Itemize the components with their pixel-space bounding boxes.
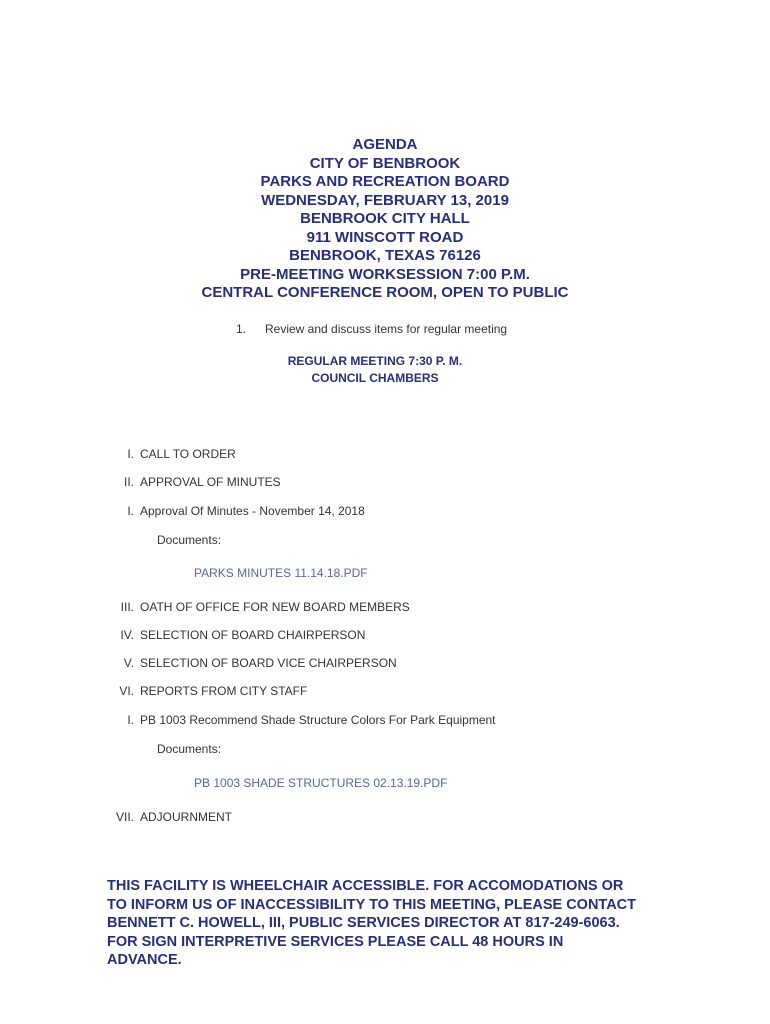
agenda-subitem-text: Approval Of Minutes - November 14, 2018 xyxy=(140,504,365,518)
header-line-street: 911 WINSCOTT ROAD xyxy=(306,228,464,246)
agenda-subitem-number: I. xyxy=(127,504,134,518)
agenda-item-number: III. xyxy=(120,600,134,614)
header-line-venue: BENBROOK CITY HALL xyxy=(300,210,470,227)
document-link-parks-minutes[interactable]: PARKS MINUTES 11.14.18.PDF xyxy=(194,566,368,580)
document-link-shade-structures[interactable]: PB 1003 SHADE STRUCTURES 02.13.19.PDF xyxy=(194,776,448,790)
agenda-item-oath xyxy=(94,600,410,614)
agenda-subitem-shade-structure xyxy=(94,713,496,727)
header-line-citystate: BENBROOK, TEXAS 76126 xyxy=(289,247,481,264)
premeeting-item-number: 1. xyxy=(236,322,247,336)
regular-meeting-time: REGULAR MEETING 7:30 P. M. xyxy=(287,354,463,368)
regular-meeting-room: COUNCIL CHAMBERS xyxy=(311,371,439,385)
premeeting-item-text: Review and discuss items for regular meeting xyxy=(265,322,508,336)
agenda-item-text: OATH OF OFFICE FOR NEW BOARD MEMBERS xyxy=(140,600,410,614)
header-line-premeeting: PRE-MEETING WORKSESSION 7:00 P.M. xyxy=(240,265,530,283)
agenda-item-adjournment xyxy=(94,810,232,824)
agenda-item-vice-chairperson xyxy=(94,656,397,670)
agenda-item-call-to-order xyxy=(94,447,236,461)
agenda-item-number: VI. xyxy=(119,684,134,698)
header-line-title: AGENDA xyxy=(352,136,418,153)
agenda-item-number: II. xyxy=(123,475,134,489)
documents-label-minutes: Documents: xyxy=(157,533,222,547)
accessibility-notice: THIS FACILITY IS WHEELCHAIR ACCESSIBLE. FOR ACCOMODATIONS OR TO INFORM US OF INACCESSIBILITY TO THIS MEETING, PLEASE CONTACT BENNETT C. HOWELL, III, PUBLIC SERVICES DIRECTOR AT 817-249-6063. FOR SIGN INTERPRETIVE SERVICES PLEASE CALL 48 HOURS IN ADVANCE. xyxy=(107,878,637,968)
agenda-item-text: SELECTION OF BOARD VICE CHAIRPERSON xyxy=(140,656,397,670)
documents-label-reports: Documents: xyxy=(157,742,222,756)
agenda-item-text: APPROVAL OF MINUTES xyxy=(140,475,281,489)
agenda-item-text: SELECTION OF BOARD CHAIRPERSON xyxy=(140,628,366,642)
header-line-room: CENTRAL CONFERENCE ROOM, OPEN TO PUBLIC xyxy=(201,284,569,301)
agenda-item-approval-of-minutes xyxy=(94,475,281,489)
agenda-item-text: ADJOURNMENT xyxy=(140,810,232,824)
agenda-item-number: IV. xyxy=(120,628,134,642)
agenda-header xyxy=(0,136,770,303)
agenda-item-number: VII. xyxy=(115,810,134,824)
agenda-item-text: REPORTS FROM CITY STAFF xyxy=(140,684,308,698)
agenda-item-chairperson xyxy=(94,628,365,642)
agenda-item-number: V. xyxy=(123,656,134,670)
agenda-subitem-number: I. xyxy=(127,713,134,727)
agenda-subitem-text: PB 1003 Recommend Shade Structure Colors For Park Equipment xyxy=(140,713,496,727)
agenda-item-text: CALL TO ORDER xyxy=(140,447,236,461)
agenda-subitem-approval-minutes xyxy=(94,504,365,518)
header-line-date: WEDNESDAY, FEBRUARY 13, 2019 xyxy=(261,191,509,209)
agenda-item-number: I. xyxy=(127,447,134,461)
agenda-item-reports xyxy=(94,684,307,698)
regular-meeting-heading xyxy=(0,353,750,387)
header-line-city: CITY OF BENBROOK xyxy=(309,154,461,172)
header-line-board: PARKS AND RECREATION BOARD xyxy=(260,173,510,190)
